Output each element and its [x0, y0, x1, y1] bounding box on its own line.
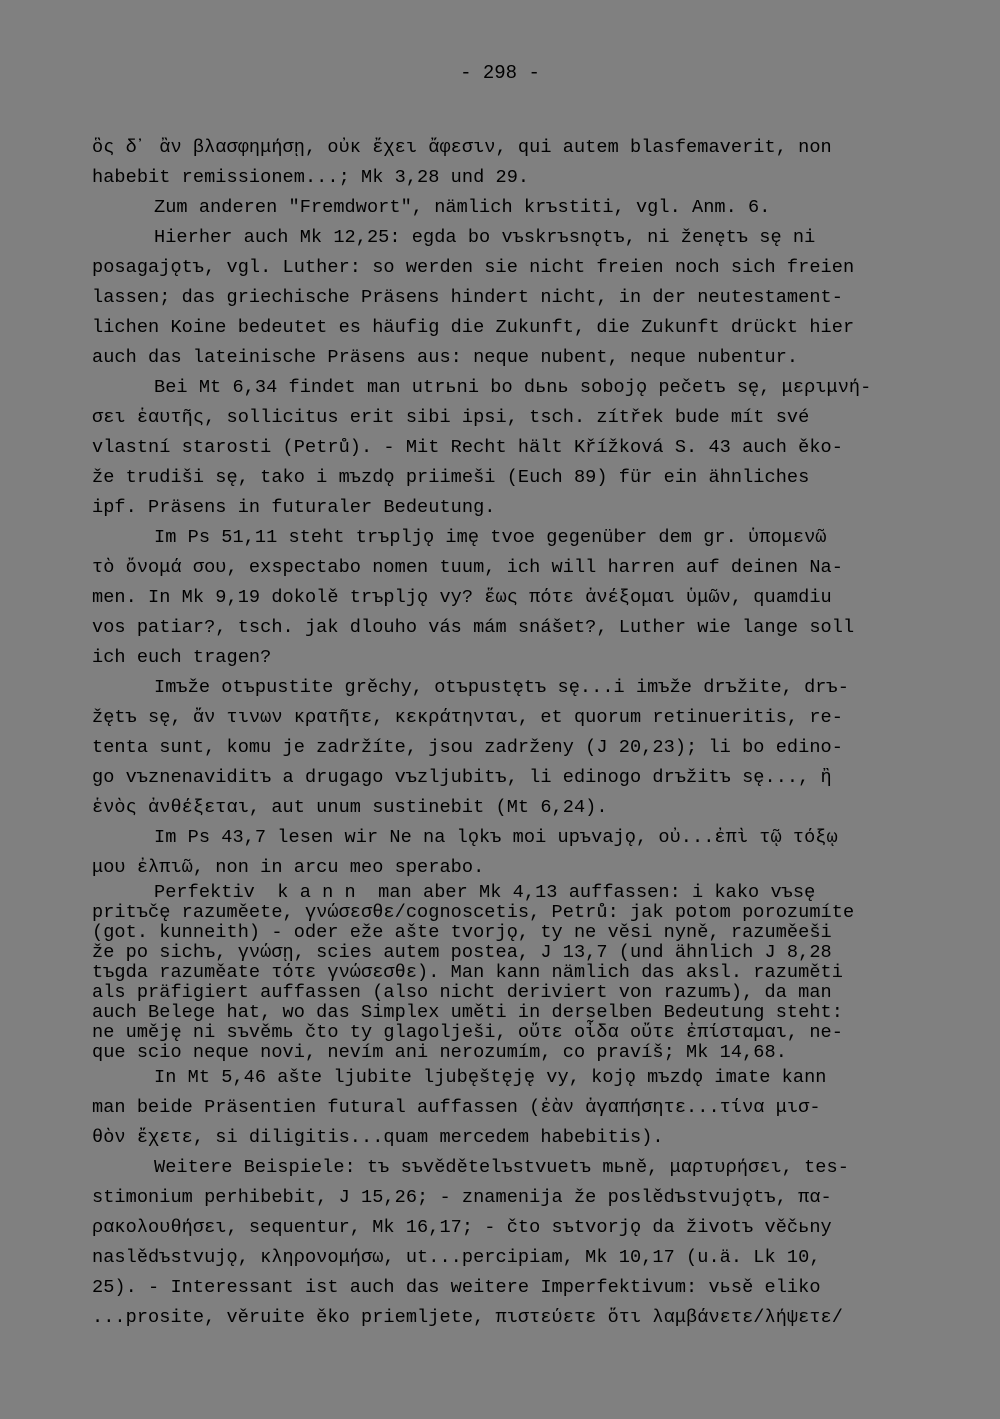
text-line: ne uměję ni sъvěmь čto ty glagolješi, οὔτε οἶδα οὔτε ἐπίσταμαι, ne- [92, 1022, 843, 1043]
text-line: τὸ ὄνομά σου, exspectabo nomen tuum, ich will harren auf deinen Na- [92, 557, 843, 578]
text-line: lichen Koine bedeutet es häufig die Zukunft, die Zukunft drückt hier [92, 317, 855, 338]
text-line: μου ἐλπιῶ, non in arcu meo sperabo. [92, 857, 485, 878]
text-line: Zum anderen "Fremdwort", nämlich krъstiti, vgl. Anm. 6. [154, 197, 771, 218]
text-line: σει ἑαυτῆς, sollicitus erit sibi ipsi, tsch. zítřek bude mít své [92, 407, 810, 428]
text-line: Im Ps 51,11 steht trъpljǫ imę tvoe gegenüber dem gr. ὑπομενῶ [154, 527, 827, 548]
text-line: vos patiar?, tsch. jak dlouho vás mám snášet?, Luther wie lange soll [92, 617, 855, 638]
text-line: posagajǫtъ, vgl. Luther: so werden sie nicht freien noch sich freien [92, 257, 855, 278]
text-line: vlastní starosti (Petrů). - Mit Recht hält Křížková S. 43 auch ěko- [92, 437, 843, 458]
text-line: Perfektiv k a n n man aber Mk 4,13 auffassen: i kako vъsę [154, 882, 816, 903]
text-line: habebit remissionem...; Mk 3,28 und 29. [92, 167, 530, 188]
text-line: θὸν ἔχετε, si diligitis...quam mercedem habebitis). [92, 1127, 664, 1148]
text-line: ich euch tragen? [92, 647, 272, 668]
text-line: tenta sunt, komu je zadržíte, jsou zadrženy (J 20,23); li bo edino- [92, 737, 843, 758]
text-line: ὃς δ᾽ ἂν βλασφημήσῃ, οὐκ ἔχει ἄφεσιν, qui autem blasfemaverit, non [92, 137, 832, 158]
text-line: že trudiši sę, tako i mъzdǫ priimeši (Euch 89) für ein ähnliches [92, 467, 810, 488]
text-line: Bei Mt 6,34 findet man utrьni bo dьnь sobojǫ pečetъ sę, μεριμνή- [154, 377, 872, 398]
text-line: stimonium perhibebit, J 15,26; - znamenija že poslědъstvujǫtъ, πα- [92, 1187, 832, 1208]
text-line: ρακολουθήσει, sequentur, Mk 16,17; - čto sъtvorjǫ da životъ věčьny [92, 1217, 832, 1238]
text-line: ipf. Präsens in futuraler Bedeutung. [92, 497, 496, 518]
text-line: ἑνὸς ἀνθέξεται, aut unum sustinebit (Mt 6,24). [92, 797, 608, 818]
text-line: žętъ sę, ἄν τινων κρατῆτε, κεκράτηνται, et quorum retinueritis, re- [92, 707, 843, 728]
text-line: Im Ps 43,7 lesen wir Ne na lǫkъ moi upъvajǫ, οὐ...ἐπὶ τῷ τόξῳ [154, 827, 838, 848]
text-line: Weitere Beispiele: tъ sъvědětelъstvuetъ mьně, μαρτυρήσει, tes- [154, 1157, 849, 1178]
text-line: men. In Mk 9,19 dokolě trъpljǫ vy? ἕως πότε ἀνέξομαι ὑμῶν, quamdiu [92, 587, 832, 608]
text-line: tъgda razuměate τότε γνώσεσθε). Man kann nämlich das aksl. razuměti [92, 962, 843, 983]
text-line: In Mt 5,46 ašte ljubite ljubęštęję vy, kojǫ mъzdǫ imate kann [154, 1067, 827, 1088]
text-line: Imъže otъpustite grěchy, otъpustętъ sę...i imъže drъžite, drъ- [154, 677, 849, 698]
text-line: 25). - Interessant ist auch das weitere Imperfektivum: vьsě eliko [92, 1277, 821, 1298]
text-line: auch Belege hat, wo das Simplex uměti in derselben Bedeutung steht: [92, 1002, 843, 1023]
text-line: naslědъstvujǫ, κληρονομήσω, ut...percipiam, Mk 10,17 (u.ä. Lk 10, [92, 1247, 821, 1268]
text-line: que scio neque novi, nevím ani nerozumím, co pravíš; Mk 14,68. [92, 1042, 787, 1063]
text-line: (got. kunneith) - oder eže ašte tvorjǫ, ty ne věsi nyně, razuměeši [92, 922, 832, 943]
text-line: Hierher auch Mk 12,25: egda bo vъskrъsnǫtъ, ni ženętъ sę ni [154, 227, 816, 248]
text-line: že po sichъ, γνώσῃ, scies autem postea, J 13,7 (und ähnlich J 8,28 [92, 942, 832, 963]
text-line: lassen; das griechische Präsens hindert nicht, in der neutestament- [92, 287, 843, 308]
page-number: - 298 - [460, 62, 540, 84]
body-text [92, 133, 912, 1333]
text-line: auch das lateinische Präsens aus: neque nubent, neque nubentur. [92, 347, 799, 368]
text-line: ...prosite, věruite ěko priemljete, πιστεύετε ὅτι λαμβάνετε/λήψετε/ [92, 1307, 843, 1328]
text-line: pritъčę razuměete, γνώσεσθε/cognoscetis, Petrů: jak potom porozumíte [92, 902, 855, 923]
text-line: als präfigiert auffassen (also nicht deriviert von razumъ), da man [92, 982, 832, 1003]
text-line: man beide Präsentien futural auffassen (ἐὰν ἀγαπήσητε...τίνα μισ- [92, 1097, 821, 1118]
text-line: go vъznenaviditъ a drugago vъzljubitъ, li edinogo drъžitъ sę..., ἢ [92, 767, 832, 788]
